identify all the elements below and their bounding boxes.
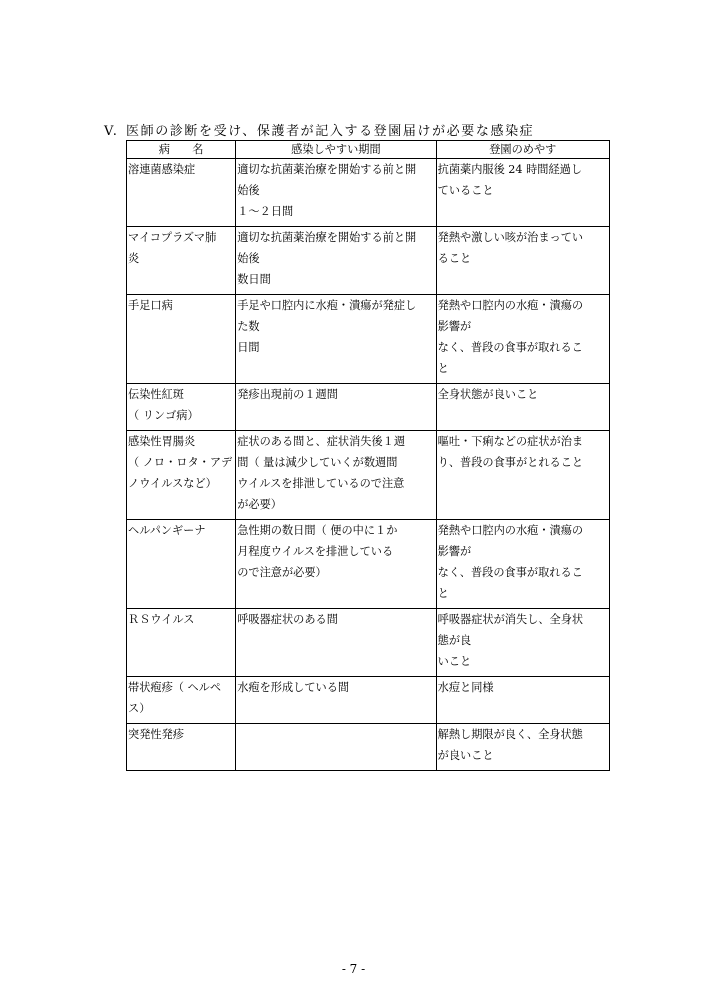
- cell-text-line: 適切な抗菌薬治療を開始する前と開: [237, 231, 417, 244]
- table-row: [127, 227, 610, 295]
- cell-text-line: いこと: [437, 655, 472, 668]
- cell-text-line: 日間: [237, 341, 260, 354]
- infectious-period-cell: [236, 724, 436, 771]
- cell-text-line: が必要）: [237, 498, 282, 511]
- table-row: [127, 677, 610, 724]
- page-number: - 7 -: [341, 962, 366, 976]
- cell-text-line: 発疹出現前の１週間: [237, 388, 338, 401]
- cell-text-line: ＲＳウイルス: [128, 613, 195, 626]
- cell-text-line: ので注意が必要）: [237, 566, 327, 579]
- disease-name-cell: [127, 677, 236, 724]
- cell-text-line: 解熱し期限が良く、全身状態: [437, 728, 583, 741]
- cell-text-line: 態が良: [437, 634, 472, 647]
- cell-text-line: （ リンゴ病）: [128, 409, 199, 422]
- cell-text-line: なく、普段の食事が取れるこ: [437, 341, 583, 354]
- cell-text-line: 適切な抗菌薬治療を開始する前と開: [237, 163, 417, 176]
- cell-text-line: （ ノロ・ロタ・アデ: [128, 456, 233, 469]
- header-infectious-period: 感染しやすい期間: [236, 141, 436, 159]
- cell-text-line: 間（ 量は減少していくが数週間: [237, 456, 398, 469]
- disease-name-cell: [127, 384, 236, 431]
- cell-text-line: 溶連菌感染症: [128, 163, 196, 176]
- cell-text-line: 嘔吐・下痢などの症状が治ま: [437, 435, 584, 448]
- cell-text-line: 発熱や口腔内の水疱・潰瘍の: [437, 299, 584, 312]
- table-row: [127, 295, 610, 384]
- cell-text-line: た数: [237, 320, 260, 333]
- infectious-period-cell: [236, 609, 436, 677]
- table-row: [127, 520, 610, 609]
- section-number: V.: [104, 124, 119, 139]
- cell-text-line: 症状のある間と、症状消失後１週: [237, 435, 406, 448]
- cell-text-line: ウイルスを排泄しているので注意: [237, 477, 405, 490]
- return-guideline-cell: [436, 227, 609, 295]
- cell-text-line: 月程度ウイルスを排泄している: [237, 545, 394, 558]
- table-header-row: [127, 141, 610, 159]
- return-guideline-cell: [436, 159, 609, 227]
- infectious-period-cell: [236, 384, 436, 431]
- return-guideline-cell: [436, 384, 609, 431]
- cell-text-line: ていること: [437, 184, 494, 197]
- infectious-period-cell: [236, 431, 436, 520]
- cell-text-line: ヘルパンギーナ: [128, 524, 206, 537]
- cell-text-line: なく、普段の食事が取れるこ: [437, 566, 583, 579]
- cell-text-line: 感染性胃腸炎: [128, 435, 196, 448]
- cell-text-line: ること: [437, 252, 472, 265]
- cell-text-line: 突発性発疹: [128, 728, 184, 741]
- cell-text-line: 急性期の数日間（ 便の中に１か: [237, 524, 398, 537]
- infectious-period-cell: [236, 520, 436, 609]
- cell-text-line: 呼吸器症状が消失し、全身状: [437, 613, 584, 626]
- cell-text-line: 手足や口腔内に水疱・潰瘍が発症し: [237, 299, 417, 312]
- header-disease-name: 病 名: [127, 141, 236, 159]
- disease-name-cell: [127, 295, 236, 384]
- return-guideline-cell: [436, 724, 609, 771]
- section-heading: [104, 120, 534, 139]
- cell-text-line: 発熱や口腔内の水疱・潰瘍の: [437, 524, 584, 537]
- infectious-period-cell: [236, 677, 436, 724]
- cell-text-line: マイコプラズマ肺: [128, 231, 217, 244]
- cell-text-line: ノウイルスなど）: [128, 477, 217, 490]
- return-guideline-cell: [436, 295, 609, 384]
- return-guideline-cell: [436, 431, 609, 520]
- cell-text-line: 始後: [237, 252, 260, 265]
- disease-name-cell: [127, 520, 236, 609]
- cell-text-line: 全身状態が良いこと: [437, 388, 539, 401]
- cell-text-line: 水疱を形成している間: [237, 681, 350, 694]
- cell-text-line: 呼吸器症状のある間: [237, 613, 338, 626]
- cell-text-line: 影響が: [437, 320, 472, 333]
- cell-text-line: 抗菌薬内服後 24 時間経過し: [437, 163, 583, 176]
- cell-text-line: 影響が: [437, 545, 472, 558]
- cell-text-line: １～２日間: [237, 205, 294, 218]
- cell-text-line: と: [437, 362, 449, 375]
- cell-text-line: 帯状疱疹（ ヘルペ: [128, 681, 222, 694]
- table-row: [127, 384, 610, 431]
- disease-name-cell: [127, 431, 236, 520]
- infectious-period-cell: [236, 295, 436, 384]
- table-body: [127, 159, 610, 771]
- disease-name-cell: [127, 159, 236, 227]
- return-guideline-cell: [436, 609, 609, 677]
- cell-text-line: 水痘と同様: [437, 681, 494, 694]
- cell-text-line: 手足口病: [128, 299, 173, 312]
- cell-text-line: 始後: [237, 184, 260, 197]
- table-row: [127, 431, 610, 520]
- cell-text-line: が良いこと: [437, 749, 494, 762]
- infection-table: [126, 140, 610, 771]
- cell-text-line: 数日間: [237, 273, 271, 286]
- cell-text-line: り、普段の食事がとれること: [437, 456, 584, 469]
- disease-name-cell: [127, 227, 236, 295]
- return-guideline-cell: [436, 520, 609, 609]
- section-title: 医師の診断を受け、保護者が記入する登園届けが必要な感染症: [126, 124, 535, 139]
- table-row: [127, 609, 610, 677]
- infectious-period-cell: [236, 159, 436, 227]
- cell-text-line: と: [437, 587, 449, 600]
- cell-text-line: 炎: [128, 252, 140, 265]
- return-guideline-cell: [436, 677, 609, 724]
- header-return-guideline: 登園のめやす: [436, 141, 609, 159]
- disease-name-cell: [127, 609, 236, 677]
- cell-text-line: ス）: [128, 702, 151, 715]
- table-row: [127, 159, 610, 227]
- infectious-period-cell: [236, 227, 436, 295]
- cell-text-line: 発熱や激しい咳が治まってい: [437, 231, 584, 244]
- table-row: [127, 724, 610, 771]
- cell-text-line: 伝染性紅斑: [128, 388, 184, 401]
- disease-name-cell: [127, 724, 236, 771]
